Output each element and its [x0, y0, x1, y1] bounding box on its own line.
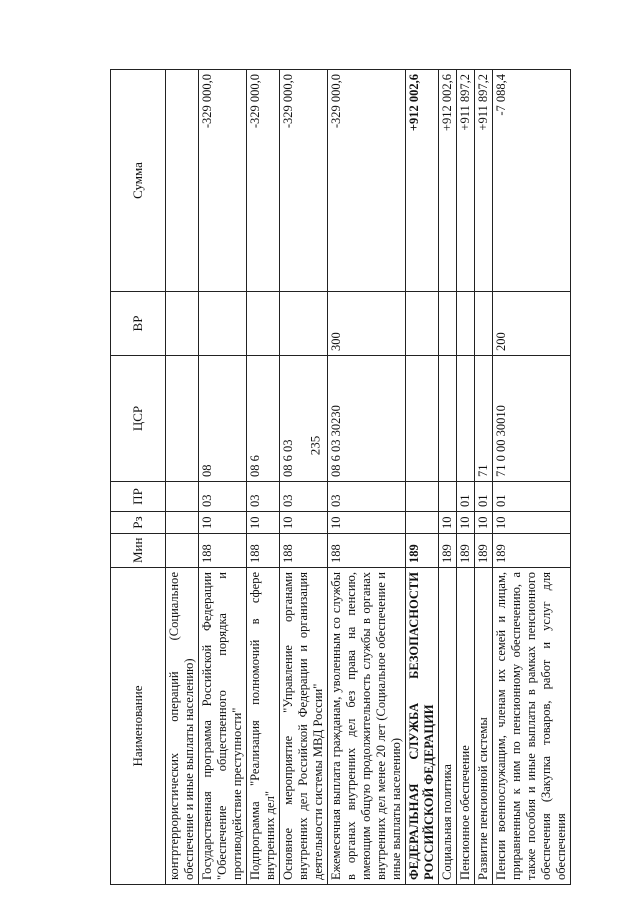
cell-name: Социальная политика: [439, 568, 457, 885]
cell-csr: 71 0 00 30010: [493, 356, 571, 482]
cell-rz: [166, 512, 199, 534]
rotated-page-content: [110, 70, 568, 885]
header-name: Наименование: [111, 568, 166, 885]
table-row: [166, 70, 199, 885]
cell-rz: 10: [475, 512, 493, 534]
cell-csr: 08 6 03: [280, 356, 328, 482]
page-number: 235: [307, 435, 323, 456]
cell-rz: [406, 512, 439, 534]
header-min: Мин: [111, 534, 166, 568]
cell-vr: [475, 292, 493, 356]
cell-pr: 03: [199, 482, 247, 512]
cell-min: 189: [439, 534, 457, 568]
table-row: [406, 70, 439, 885]
cell-vr: [457, 292, 475, 356]
cell-min: 188: [280, 534, 328, 568]
cell-name: Развитие пенсионной системы: [475, 568, 493, 885]
cell-name: Пенсионное обеспечение: [457, 568, 475, 885]
header-pr: ПР: [111, 482, 166, 512]
cell-name: контртеррористических операций (Социальное обеспечение и иные выплаты населению): [166, 568, 199, 885]
cell-pr: 03: [247, 482, 280, 512]
cell-pr: 01: [475, 482, 493, 512]
cell-min: 189: [457, 534, 475, 568]
cell-rz: 10: [328, 512, 406, 534]
cell-min: 188: [247, 534, 280, 568]
cell-min: [166, 534, 199, 568]
cell-csr: 08 6: [247, 356, 280, 482]
cell-rz: 10: [457, 512, 475, 534]
cell-sum: -7 088,4: [493, 70, 571, 292]
cell-vr: [406, 292, 439, 356]
cell-rz: 10: [247, 512, 280, 534]
cell-name: Ежемесячная выплата гражданам, уволенным со службы в органах внутренних дел без права на пенсию, имеющим общую продолжительность службы в органах внутренних дел менее 20 лет (Социальное обеспечение и иные выплаты населению): [328, 568, 406, 885]
cell-vr: [280, 292, 328, 356]
cell-min: 188: [328, 534, 406, 568]
header-sum: Сумма: [111, 70, 166, 292]
cell-csr: 08 6 03 30230: [328, 356, 406, 482]
table-header-row: [111, 70, 166, 885]
cell-csr: 08: [199, 356, 247, 482]
cell-name: Подпрограмма "Реализация полномочий в сфере внутренних дел": [247, 568, 280, 885]
cell-pr: 01: [457, 482, 475, 512]
table-row: [328, 70, 406, 885]
cell-rz: 10: [280, 512, 328, 534]
cell-name: Основное мероприятие "Управление органами внутренних дел Российской Федерации и организация деятельности системы МВД России": [280, 568, 328, 885]
table-row: [247, 70, 280, 885]
cell-name: Государственная программа Российской Федерации "Обеспечение общественного порядка и противодействие преступности": [199, 568, 247, 885]
cell-vr: [166, 292, 199, 356]
table-row: [457, 70, 475, 885]
cell-vr: [247, 292, 280, 356]
cell-rz: 10: [199, 512, 247, 534]
cell-pr: [406, 482, 439, 512]
cell-sum: +911 897,2: [475, 70, 493, 292]
cell-sum: +911 897,2: [457, 70, 475, 292]
cell-min: 189: [493, 534, 571, 568]
cell-sum: -329 000,0: [247, 70, 280, 292]
header-vr: ВР: [111, 292, 166, 356]
cell-pr: 03: [280, 482, 328, 512]
table-row: [493, 70, 571, 885]
cell-sum: -329 000,0: [280, 70, 328, 292]
cell-vr: 300: [328, 292, 406, 356]
cell-sum: [166, 70, 199, 292]
cell-csr: [406, 356, 439, 482]
cell-name: Пенсии военнослужащим, членам их семей и лицам, приравненным к ним по пенсионному обеспечению, а также пособия и иные выплаты в рамках пенсионного обеспечения (Закупка товаров, работ и услуг для обеспечения: [493, 568, 571, 885]
cell-min: 189: [475, 534, 493, 568]
budget-table: [110, 69, 571, 885]
cell-min: 188: [199, 534, 247, 568]
cell-min: 189: [406, 534, 439, 568]
cell-rz: 10: [439, 512, 457, 534]
cell-vr: [199, 292, 247, 356]
table-row: [475, 70, 493, 885]
cell-name: ФЕДЕРАЛЬНАЯ СЛУЖБА БЕЗОПАСНОСТИ РОССИЙСКОЙ ФЕДЕРАЦИИ: [406, 568, 439, 885]
cell-csr: [439, 356, 457, 482]
cell-sum: +912 002,6: [439, 70, 457, 292]
cell-vr: [439, 292, 457, 356]
header-rz: Рз: [111, 512, 166, 534]
cell-sum: -329 000,0: [199, 70, 247, 292]
cell-pr: 03: [328, 482, 406, 512]
table-row: [280, 70, 328, 885]
cell-vr: 200: [493, 292, 571, 356]
cell-rz: 10: [493, 512, 571, 534]
cell-sum: -329 000,0: [328, 70, 406, 292]
cell-pr: [439, 482, 457, 512]
cell-pr: 01: [493, 482, 571, 512]
table-row: [439, 70, 457, 885]
cell-csr: [457, 356, 475, 482]
header-csr: ЦСР: [111, 356, 166, 482]
cell-csr: 71: [475, 356, 493, 482]
cell-sum: +912 002,6: [406, 70, 439, 292]
cell-csr: [166, 356, 199, 482]
cell-pr: [166, 482, 199, 512]
table-row: [199, 70, 247, 885]
